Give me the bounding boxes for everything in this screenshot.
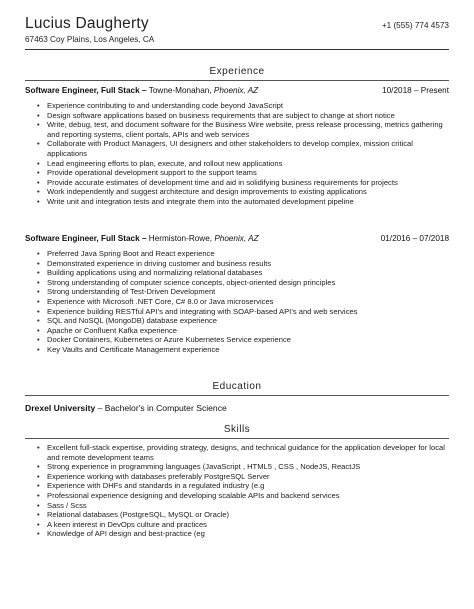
job-bullet: • Experience contributing to and understanding code beyond JavaScript xyxy=(37,101,449,111)
job-bullet: • Collaborate with Product Managers, UI designers and other stakeholders to develop complex, mission critical applications xyxy=(37,139,449,158)
skill-item: • A keen interest in DevOps culture and practices xyxy=(37,520,449,530)
skill-item: • Sass / Scss xyxy=(37,501,449,511)
job-dates: 10/2018 – Present xyxy=(382,86,449,95)
candidate-address: 67463 Coy Plains, Los Angeles, CA xyxy=(25,35,155,44)
experience-heading: Experience xyxy=(209,66,265,77)
job-bullet: • Apache or Confluent Kafka experience xyxy=(37,326,449,336)
job-dates: 01/2016 – 07/2018 xyxy=(380,234,449,243)
job-bullet: • Provide operational development support to the support teams xyxy=(37,168,449,178)
header-divider xyxy=(25,49,449,50)
degree: – Bachelor's in Computer Science xyxy=(95,403,227,413)
candidate-name: Lucius Daugherty xyxy=(25,15,149,32)
job-company: Hermiston-Rowe xyxy=(148,234,210,243)
job-title: Software Engineer, Full Stack xyxy=(25,86,140,95)
candidate-phone: +1 (555) 774 4573 xyxy=(381,21,449,30)
job-bullet: • Experience building RESTful API’s and integrating with SOAP-based API’s and web services xyxy=(37,307,449,317)
job-bullets xyxy=(25,101,449,207)
school-name: Drexel University xyxy=(25,403,96,413)
job-title: Software Engineer, Full Stack xyxy=(25,234,140,243)
skill-item: • Relational databases (PostgreSQL, MySQL or Oracle) xyxy=(37,510,449,520)
job-bullet: • Strong understanding of computer science concepts, object-oriented design principles xyxy=(37,278,449,288)
job-bullet: • Work independently and suggest architecture and design improvements to existing applications xyxy=(37,187,449,197)
skill-item: • Experience with DHFs and standards in a regulated industry (e.g xyxy=(37,481,449,491)
education-divider xyxy=(25,395,449,396)
job-location: Phoenix, AZ xyxy=(214,234,259,243)
skills-divider xyxy=(25,438,449,439)
job-bullet: • Key Vaults and Certificate Management experience xyxy=(37,345,449,355)
job-bullets xyxy=(25,249,449,355)
job-bullet: • Write unit and integration tests and integrate them into the automated development pipeline xyxy=(37,197,449,207)
skill-item: • Knowledge of API design and best-practice (eg xyxy=(37,529,449,539)
skills-list-wrapper xyxy=(25,441,449,539)
skill-item: • Strong experience in programming languages (JavaScript , HTML5 , CSS , NodeJS, ReactJS xyxy=(37,462,449,472)
job-entry xyxy=(25,234,449,355)
experience-divider xyxy=(25,80,449,81)
education-entry xyxy=(25,403,227,413)
job-bullet: • Design software applications based on business requirements that are subject to change at short notice xyxy=(37,111,449,121)
job-header: Software Engineer, Full Stack – Hermiston-Rowe, Phoenix, AZ 01/2016 – 07/2018 xyxy=(25,234,449,243)
job-header: Software Engineer, Full Stack – Towne-Monahan, Phoenix, AZ 10/2018 – Present xyxy=(25,86,449,95)
job-bullet: • Provide accurate estimates of development time and aid in solidifying business requirements for projects xyxy=(37,178,449,188)
skill-item: • Excellent full-stack expertise, providing strategy, designs, and technical guidance for the application developer for local and remote development teams xyxy=(37,443,449,462)
education-heading: Education xyxy=(212,381,262,392)
job-bullet: • Experience with Microsoft .NET Core, C# 8.0 or Java microservices xyxy=(37,297,449,307)
job-bullet: • Write, debug, test, and document software for the Business Wire website, press release processing, metrics gathering and reporting systems, client portals, APIs and web services xyxy=(37,120,449,139)
job-bullet: • Preferred Java Spring Boot and React experience xyxy=(37,249,449,259)
job-bullet: • Demonstrated experience in driving customer and business results xyxy=(37,259,449,269)
job-bullet: • Docker Containers, Kubernetes or Azure Kubernetes Service experience xyxy=(37,335,449,345)
job-bullet: • SQL and NoSQL (MongoDB) database experience xyxy=(37,316,449,326)
job-location: Phoenix, AZ xyxy=(213,86,259,95)
job-company: Towne-Monahan xyxy=(148,86,210,95)
skills-list xyxy=(25,443,449,539)
skills-heading: Skills xyxy=(223,424,251,435)
job-entry xyxy=(25,86,449,207)
skill-item: • Professional experience designing and developing scalable APIs and backend services xyxy=(37,491,449,501)
job-bullet: • Building applications using and normalizing relational databases xyxy=(37,268,449,278)
skill-item: • Experience working with databases preferably PostgreSQL Server xyxy=(37,472,449,482)
job-bullet: • Lead engineering efforts to plan, execute, and rollout new applications xyxy=(37,159,449,169)
job-bullet: • Strong understanding of Test-Driven Development xyxy=(37,287,449,297)
